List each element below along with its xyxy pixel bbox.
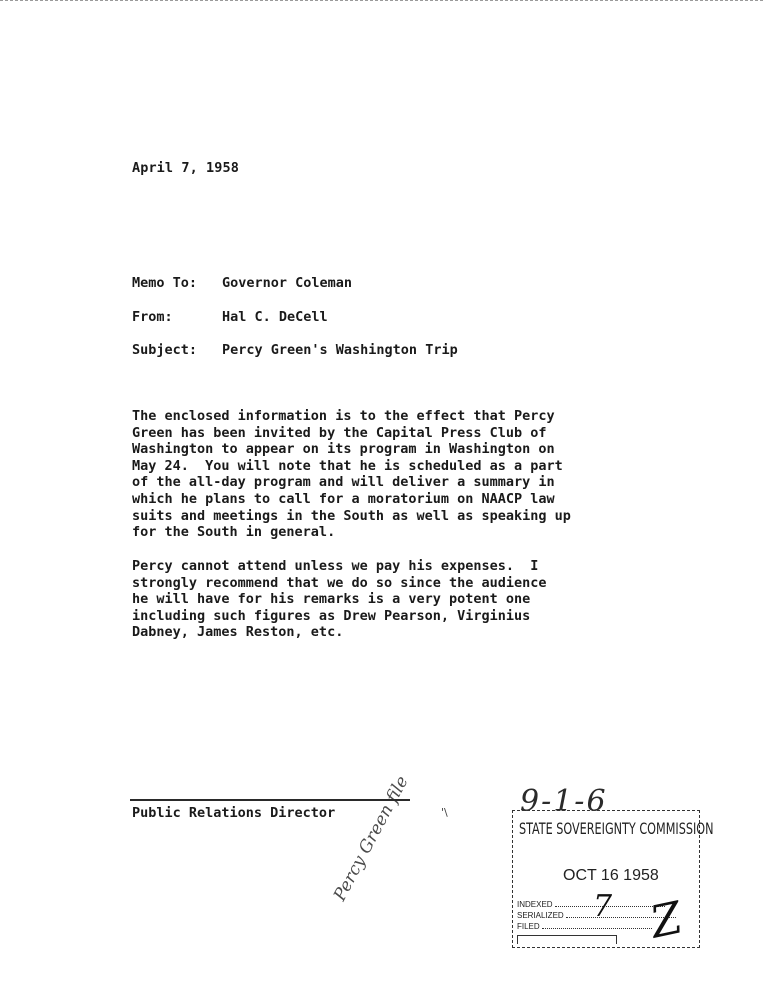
paragraph-line: The enclosed information is to the effect that Percy (132, 408, 555, 424)
stamp-bottom-box (517, 935, 617, 944)
stamp-date: OCT 16 1958 (563, 867, 659, 884)
memo-date: April 7, 1958 (132, 160, 239, 176)
stamp-filed-row (517, 922, 652, 931)
paragraph-line: May 24. You will note that he is scheduled as a part (132, 457, 563, 474)
paragraph-line: Percy cannot attend unless we pay his expenses. I (132, 558, 539, 574)
stamp-title: STATE SOVEREIGNTY COMMISSION (519, 819, 714, 838)
paragraph-line: including such figures as Drew Pearson, Virginius (132, 607, 531, 624)
paragraph-line: strongly recommend that we do so since the audience (132, 574, 547, 591)
stamp-handwritten-mark: 7 (593, 889, 613, 924)
memo-body-paragraph-2 (132, 558, 547, 641)
stamp-handwritten-initials: Z (646, 892, 687, 949)
paragraph-line: suits and meetings in the South as well as speaking up (132, 507, 571, 524)
paragraph-line: Green has been invited by the Capital Press Club of (132, 424, 547, 441)
paragraph-line: for the South in general. (132, 524, 336, 541)
stamp-dotted-line (542, 928, 652, 929)
paragraph-line: Dabney, James Reston, etc. (132, 624, 344, 641)
handwritten-margin-note: Percy Green file (330, 772, 413, 905)
paragraph-line: he will have for his remarks is a very potent one (132, 591, 531, 608)
signature-title: Public Relations Director (132, 805, 336, 821)
signature-line (130, 799, 410, 801)
memo-subject-label: Subject: (132, 342, 198, 358)
stamp-indexed-label: INDEXED (517, 900, 553, 909)
paragraph-line: of the all-day program and will deliver a summary in (132, 474, 555, 491)
page-top-edge (0, 0, 763, 1)
stray-pen-mark: '\ (441, 806, 448, 819)
memo-body-paragraph-1 (132, 408, 571, 541)
stamp-filed-label: FILED (517, 922, 540, 931)
stamp-indexed-row (517, 900, 665, 909)
paragraph-line: which he plans to call for a moratorium on NAACP law (132, 490, 555, 507)
memo-to-label: Memo To: (132, 275, 198, 291)
stamp-serialized-label: SERIALIZED (517, 911, 564, 920)
memo-subject-value: Percy Green's Washington Trip (222, 342, 458, 358)
paragraph-line: Washington to appear on its program in Washington on (132, 441, 555, 458)
memo-from-value: Hal C. DeCell (222, 309, 328, 325)
handwritten-file-number: 9-1-6 (520, 784, 608, 819)
memo-to-value: Governor Coleman (222, 275, 353, 291)
received-stamp (512, 810, 714, 949)
memo-from-label: From: (132, 309, 173, 325)
